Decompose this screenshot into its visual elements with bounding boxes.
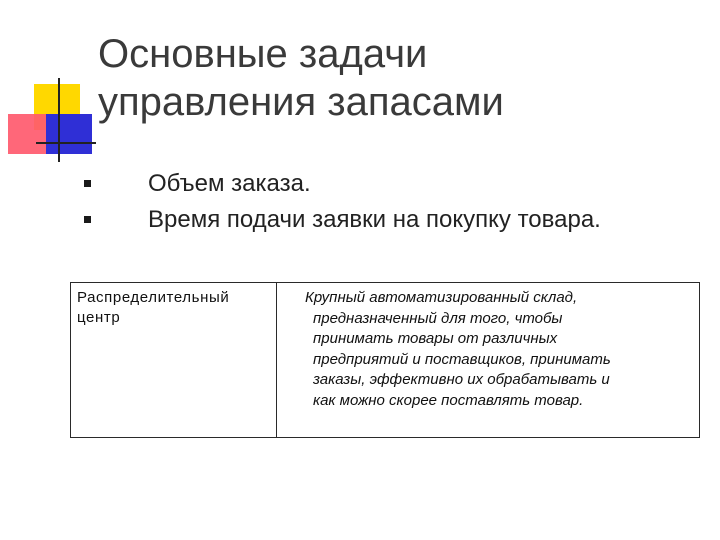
definition-cell <box>277 283 699 437</box>
term-line-1: Распределительный <box>77 289 230 306</box>
term-line-2: центр <box>77 309 121 326</box>
definition-line-3: принимать товары от различных <box>313 330 558 347</box>
definition-line-4: предприятий и поставщиков, принимать <box>313 350 611 368</box>
term-cell <box>71 283 277 437</box>
title-ornament <box>0 0 110 170</box>
ornament-horizontal-line <box>36 142 96 144</box>
definition-line-5: заказы, эффективно их обрабатывать и <box>313 371 610 388</box>
bullet-item <box>84 202 704 238</box>
square-bullet-icon <box>84 216 91 223</box>
title-line-2: управления запасами <box>98 80 504 124</box>
slide-title <box>98 30 698 126</box>
title-line-1: Основные задачи <box>98 32 428 76</box>
bullet-text: Время подачи заявки на покупку товара. <box>148 206 601 233</box>
definition-table <box>70 282 700 438</box>
definition-line-6: как можно скорее поставлять товар. <box>313 391 584 409</box>
bullet-list <box>84 166 704 238</box>
definition-line-1: Крупный автоматизированный склад, <box>305 289 578 306</box>
bullet-text: Объем заказа. <box>148 170 311 197</box>
square-bullet-icon <box>84 180 91 187</box>
definition-line-2: предназначенный для того, чтобы <box>313 309 563 327</box>
ornament-blue-square <box>46 114 92 154</box>
ornament-vertical-line <box>58 78 60 162</box>
bullet-item <box>84 166 704 202</box>
